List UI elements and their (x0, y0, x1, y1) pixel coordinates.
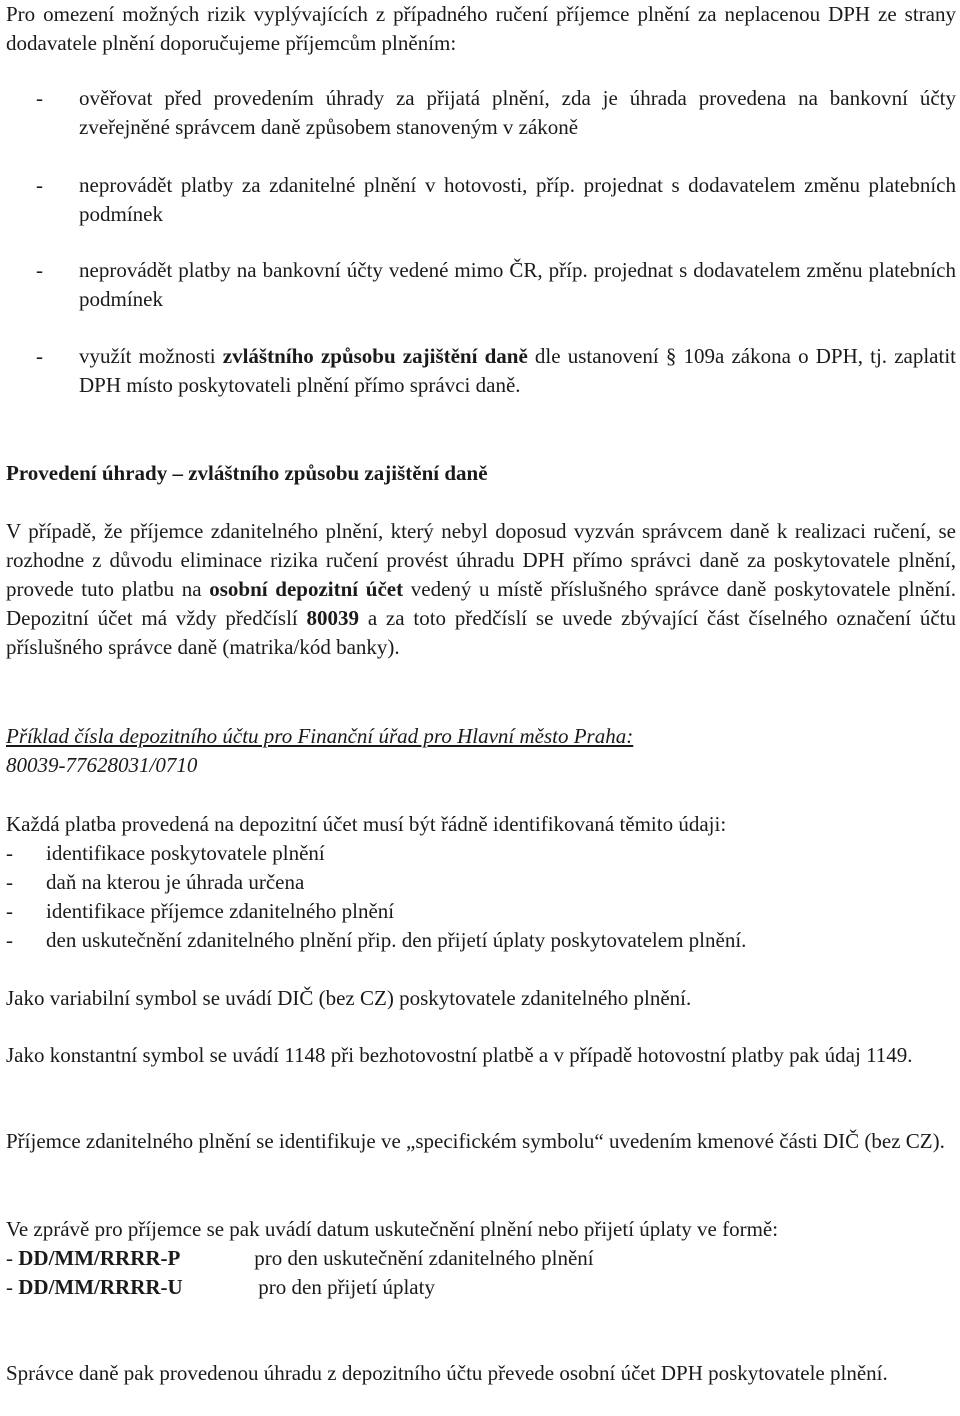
format-desc: pro den přijetí úplaty (258, 1275, 435, 1299)
list-item: - neprovádět platby na bankovní účty vedené mimo ČR, příp. projednat s dodavatelem změnu platebních podmínek (36, 258, 956, 311)
list-item: - identifikace příjemce zdanitelného plnění (6, 899, 395, 923)
variable-symbol-paragraph: Jako variabilní symbol se uvádí DIČ (bez CZ) poskytovatele zdanitelného plnění. (6, 986, 692, 1010)
format-line: - DD/MM/RRRR-P pro den uskutečnění zdanitelného plnění (6, 1244, 956, 1273)
closing-paragraph: Správce daně pak provedenou úhradu z depozitního účtu převede osobní účet DPH poskytovatele plnění. (6, 1361, 888, 1385)
identify-list (6, 839, 956, 955)
constant-symbol-paragraph: Jako konstantní symbol se uvádí 1148 při bezhotovostní platbě a v případě hotovostní platby pak údaj 1149. (6, 1043, 913, 1067)
section-heading: Provedení úhrady – zvláštního způsobu zajištění daně (6, 461, 488, 485)
recommendations-list-3 (6, 256, 956, 314)
recommendations-list-2 (6, 171, 956, 229)
list-item: - identifikace poskytovatele plnění (6, 841, 325, 865)
format-code: DD/MM/RRRR-U (18, 1275, 183, 1299)
format-code: DD/MM/RRRR-P (18, 1246, 181, 1270)
format-desc: pro den uskutečnění zdanitelného plnění (254, 1246, 594, 1270)
deposit-paragraph: V případě, že příjemce zdanitelného plnění, který nebyl doposud vyzván správcem daně k realizaci ručení, se rozhodne z důvodu eliminace rizika ručení provést úhradu DPH přímo správci daně za poskytovatele plnění, provede tuto platbu na osobní depozitní účet vedený u místě příslušného správce daně poskytovatele plnění. Depozitní účet má vždy předčíslí 80039 a za toto předčíslí se uvede zbývající část číselného označení účtu příslušného správce daně (matrika/kód banky). (6, 519, 956, 659)
example-account: 80039-77628031/0710 (6, 753, 198, 777)
specific-symbol-paragraph: Příjemce zdanitelného plnění se identifikuje ve „specifickém symbolu“ uvedením kmenové části DIČ (bez CZ). (6, 1129, 945, 1153)
format-line: - DD/MM/RRRR-U pro den přijetí úplaty (6, 1273, 956, 1302)
recommendations-list-4 (6, 342, 956, 400)
list-item: - den uskutečnění zdanitelného plnění přip. den přijetí úplaty poskytovatelem plnění. (6, 928, 747, 952)
list-item: - využít možnosti zvláštního způsobu zajištění daně dle ustanovení § 109a zákona o DPH, tj. zaplatit DPH místo poskytovateli plnění přímo správci daně. (36, 344, 956, 397)
list-item: - daň na kterou je úhrada určena (6, 870, 305, 894)
example-label: Příklad čísla depozitního účtu pro Finanční úřad pro Hlavní město Praha: (6, 724, 634, 748)
list-item: - ověřovat před provedením úhrady za přijatá plnění, zda je úhrada provedena na bankovní účty zveřejněné správcem daně způsobem stanoveným v zákoně (36, 86, 956, 139)
identify-intro: Každá platba provedená na depozitní účet musí být řádně identifikovaná těmito údaji: (6, 812, 727, 836)
message-intro: Ve zprávě pro příjemce se pak uvádí datum uskutečnění plnění nebo přijetí úplaty ve formě: (6, 1217, 779, 1241)
format-list (6, 1244, 956, 1302)
recommendations-list (6, 84, 956, 142)
list-item: - neprovádět platby za zdanitelné plnění v hotovosti, příp. projednat s dodavatelem změnu platebních podmínek (36, 173, 956, 226)
intro-paragraph: Pro omezení možných rizik vyplývajících z případného ručení příjemce plnění za neplacenou DPH ze strany dodavatele plnění doporučujeme příjemcům plněním: (6, 2, 956, 55)
